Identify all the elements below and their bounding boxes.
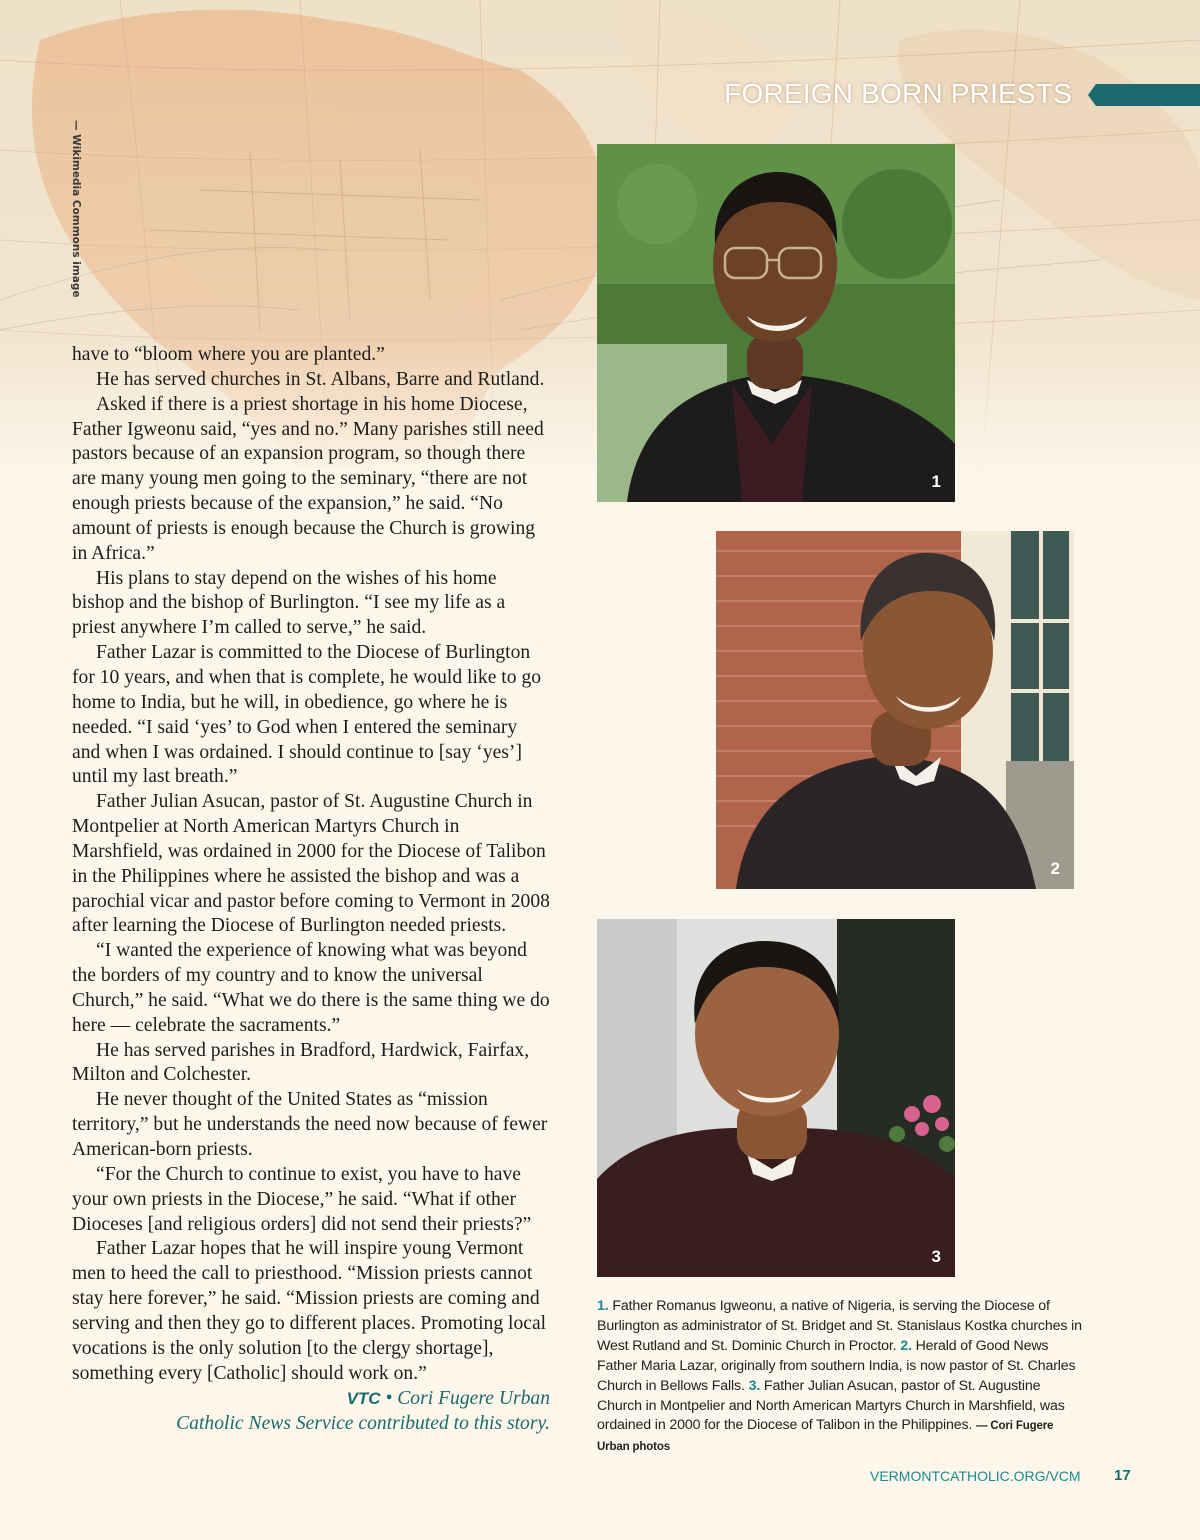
photo-number: 3 [931,1247,941,1266]
caption-text: Herald of Good News Father Maria Lazar, originally from southern India, is now pastor of St. Charles Church in Bellows Falls. [597,1337,1076,1394]
article-paragraph: “For the Church to continue to exist, you have to have your own priests in the Diocese,” he said. “What if other Dioceses [and religious orders] did not send their priests?” [72,1163,532,1235]
photo-lazar [716,531,1074,889]
article-paragraph: Father Lazar hopes that he will inspire young Vermont men to heed the call to priesthood. “Mission priests cannot stay here forever,” he said. “Mission priests are coming and serving and then they go to different places. Promoting local vocations is the only solution [to the clergy shortage], something every [Catholic] should work on.” [72,1238,547,1384]
caption-text: Father Romanus Igweonu, a native of Nigeria, is serving the Diocese of Burlington as administrator of St. Bridget and St. Stanislaus Kostka churches in West Rutland and St. Dominic Church in Proctor. [597,1298,1082,1354]
article-body [72,343,550,1436]
photo-igweonu [597,144,955,502]
photo-number: 1 [931,472,941,491]
article-contributor-note: Catholic News Service contributed to this story. [176,1413,550,1435]
section-title: FOREIGN BORN PRIESTS [724,78,1072,109]
signoff-separator: • [380,1388,398,1410]
article-signoff [72,1386,550,1411]
caption-number: 1. [597,1298,609,1314]
section-banner-tab [1088,84,1200,106]
footer-website-url[interactable]: VERMONTCATHOLIC.ORG/VCM [870,1468,1081,1484]
page-number: 17 [1114,1467,1131,1484]
article-paragraph: He has served parishes in Bradford, Hardwick, Fairfax, Milton and Colchester. [72,1039,530,1086]
article-paragraph: He never thought of the United States as “mission territory,” but he understands the need now because of fewer American-born priests. [72,1089,548,1160]
photo-caption [597,1297,1083,1458]
map-image-credit-text: — Wikimedia Commons image [70,120,82,298]
portrait-illustration [716,531,1074,889]
caption-number: 3. [748,1377,761,1394]
article-paragraph: His plans to stay depend on the wishes of his home bishop and the bishop of Burlington. “I see my life as a priest anywhere I’m called to serve,” he said. [72,567,506,639]
signoff-author: Cori Fugere Urban [397,1388,550,1410]
article-paragraph: Father Lazar is committed to the Diocese of Burlington for 10 years, and when that is complete, he would like to go home to India, but he will, in obedience, go where he is needed. “I said ‘yes’ to God when I entered the seminary and when I was ordained. I should continue to [say ‘yes’] until my last breath.” [72,642,542,788]
article-paragraph: have to “bloom where you are planted.” [72,344,385,365]
article-paragraph: “I wanted the experience of knowing what was beyond the borders of my country and to know the universal Church,” he said. “What we do there is the same thing we do here — celebrate the sacraments.” [72,940,550,1036]
signoff-vtc: VTC [346,1389,381,1409]
article-paragraph: Asked if there is a priest shortage in his home Diocese, Father Igweonu said, “yes and no.” Many parishes still need pastors because of an expansion program, so though there are many young men going to the seminary, “there are not enough priests because of the expansion,” he said. “No amount of priests is enough because the Church is growing in Africa.” [72,393,544,564]
portrait-illustration [597,919,955,1277]
caption-text: Father Julian Asucan, pastor of St. Augustine Church in Montpelier and North American Martyrs Church in Marshfield, was ordained in 2000 for the Diocese of Talibon in the Philippines. [597,1377,1065,1434]
map-image-credit [68,120,88,298]
portrait-illustration [597,144,955,502]
article-paragraph: He has served churches in St. Albans, Barre and Rutland. [96,368,545,390]
photo-number: 2 [1050,859,1060,878]
caption-number: 2. [900,1337,912,1354]
article-paragraph: Father Julian Asucan, pastor of St. Augustine Church in Montpelier at North American Martyrs Church in Marshfield, was ordained in 2000 for the Diocese of Talibon in the Philippines where he assisted the bishop and was a parochial vicar and pastor before coming to Vermont in 2008 after learning the Diocese of Burlington needed priests. [72,791,550,937]
photo-asucan [597,919,955,1277]
photo-credit: — Cori Fugere Urban photos [597,1420,1054,1454]
